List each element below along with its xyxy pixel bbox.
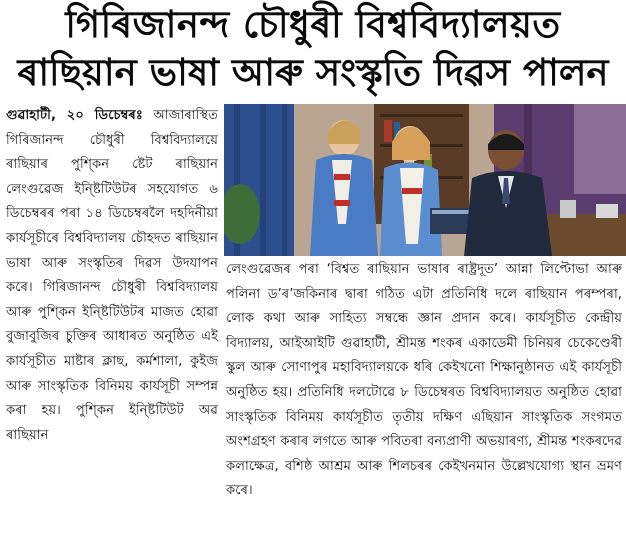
article-left-column: [6, 104, 218, 448]
headline-line-2: ৰাছিয়ান ভাষা আৰু সংস্কৃতি দিৱস পালন: [17, 51, 609, 94]
article-right-column: [226, 258, 622, 504]
headline: [0, 2, 626, 96]
headline-line-1: গিৰিজানন্দ চৌধুৰী বিশ্ববিদ্যালয়ত: [65, 3, 561, 46]
news-photo: [224, 104, 626, 256]
dateline: গুৱাহাটী, ২০ ডিচেম্বৰঃ: [6, 108, 143, 123]
article-left-text: আজাৰাস্থিত গিৰিজানন্দ চৌধুৰী বিশ্ববিদ্যালয়ে ৰাছিয়াৰ পুশ্কিন ষ্টেট ৰাছিয়ান লেংগুৱেজ ইন্ষ্টিটিউটৰ সহযোগত ৬ ডিচেম্বৰৰ পৰা ১৪ ডিচেম্বৰলৈ দহদিনীয়া কাৰ্যসূচীৰে বিশ্ববিদ্যালয় চৌহদত ৰাছিয়ান ভাষা আৰু সংস্কৃতিৰ দিৱস উদযাপন কৰে। গিৰিজানন্দ চৌধুৰী বিশ্ববিদ্যালয় আৰু পুশ্কিন ইন্ষ্টিটিউটৰ মাজত হোৱা বুজাবুজিৰ চুক্তিৰ আধাৰত অনুষ্ঠিত এই কাৰ্যসূচীত মাষ্টাৰ ক্লাছ, কৰ্মশালা, কুইজ আৰু সাংস্কৃতিক বিনিময় কাৰ্যসূচী সম্পন্ন কৰা হয়। পুশ্কিন ইন্ষ্টিটিউট অৱ ৰাছিয়ান: [6, 108, 218, 443]
article-right-text: লেংগুৱেজৰ পৰা ‘বিশ্বত ৰাছিয়ান ভাষাৰ ৰাষ্ট্ৰদূত’ আন্না লিপ্টোভা আৰু পলিনা ড’ৰ’জকিনাৰ দ্বাৰা গঠিত এটা প্ৰতিনিধি দলে ৰাছিয়ান পৰম্পৰা, লোক কথা আৰু সাহিত্য সম্বন্ধে জ্ঞান প্ৰদান কৰে। কাৰ্যসূচীত কেন্দ্ৰীয় বিদ্যালয়, আইআইটি গুৱাহাটী, শ্ৰীমন্ত শংকৰ একাডেমী চিনিয়ৰ চেকেণ্ডেৰী স্কুল আৰু সোণাপুৰ মহাবিদ্যালয়কে ধৰি কেইখনো শিক্ষানুষ্ঠানত এই কাৰ্যসূচী অনুষ্ঠিত হয়। প্ৰতিনিধি দলটোৱে ৮ ডিচেম্বৰত বিশ্ববিদ্যালয়ত অনুষ্ঠিত হোৱা সাংস্কৃতিক বিনিময় কাৰ্যসূচীত তৃতীয় দক্ষিণ এছিয়ান সাংস্কৃতিক সংগমত অংশগ্ৰহণ কৰাৰ লগতে আৰু পবিতৰা বন্যপ্ৰাণী অভয়াৰণ্য, শ্ৰীমন্ত শংকৰদেৱ কলাক্ষেত্ৰ, বশিষ্ঠ আশ্ৰম আৰু শিলচৰৰ কেইখনমান উল্লেখযোগ্য স্থান ভ্ৰমণ কৰে।: [226, 262, 622, 499]
